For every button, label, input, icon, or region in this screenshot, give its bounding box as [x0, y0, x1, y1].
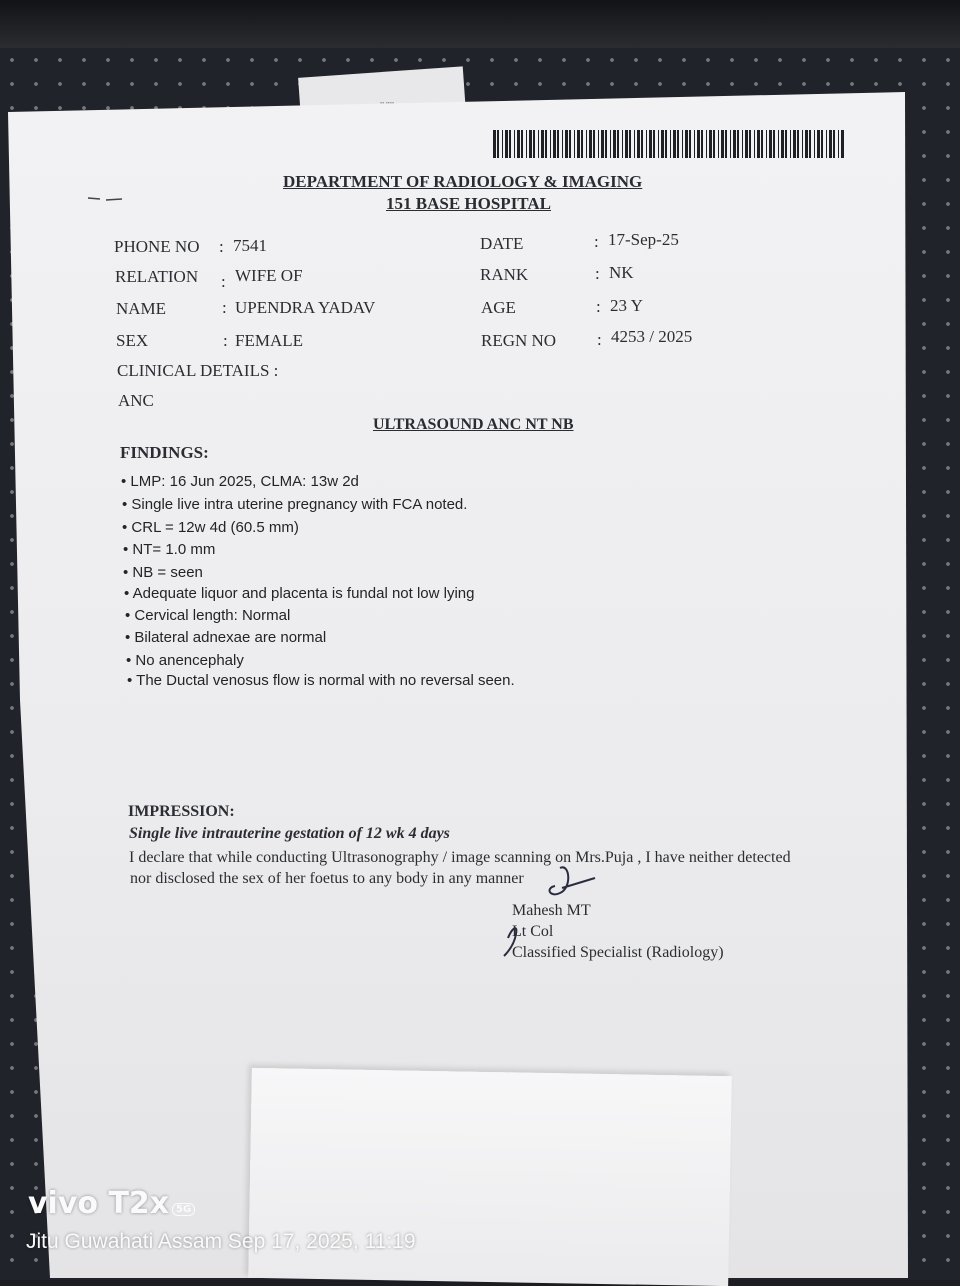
- declaration-line-2: nor disclosed the sex of her foetus to any body in any manner: [130, 870, 524, 887]
- signatory-name: Mahesh MT: [512, 902, 591, 919]
- barcode-bar: [761, 130, 763, 158]
- barcode-bar: [589, 130, 592, 158]
- finding-item: • Cervical length: Normal: [125, 607, 290, 624]
- barcode-bar: [569, 130, 571, 158]
- barcode-bar: [514, 130, 515, 158]
- barcode-bar: [646, 130, 647, 158]
- barcode-bar: [545, 130, 547, 158]
- relation-separator: :: [221, 272, 226, 291]
- barcode-bar: [538, 130, 539, 158]
- barcode-bar: [749, 130, 751, 158]
- clinical-details-label: CLINICAL DETAILS :: [117, 361, 279, 380]
- barcode-bar: [670, 130, 671, 158]
- declaration-line-1: I declare that while conducting Ultrasonography / image scanning on Mrs.Puja , I have neither detected: [129, 849, 791, 866]
- relation-label: RELATION: [115, 267, 199, 286]
- finding-item: • LMP: 16 Jun 2025, CLMA: 13w 2d: [121, 473, 359, 490]
- barcode-bar: [601, 130, 604, 158]
- barcode-bar: [613, 130, 616, 158]
- barcode-bar: [653, 130, 655, 158]
- date-value: 17-Sep-25: [608, 230, 679, 249]
- barcode-bar: [661, 130, 664, 158]
- barcode-bar: [593, 130, 595, 158]
- top-shadow-band: [0, 0, 960, 48]
- barcode-bar: [521, 130, 523, 158]
- barcode-bar: [685, 130, 688, 158]
- finding-item: • NB = seen: [123, 564, 203, 581]
- barcode-bar: [550, 130, 551, 158]
- barcode-bar: [625, 130, 628, 158]
- finding-item: • CRL = 12w 4d (60.5 mm): [122, 519, 299, 536]
- barcode-bar: [733, 130, 736, 158]
- barcode-bar: [790, 130, 791, 158]
- rank-label: RANK: [480, 265, 529, 284]
- barcode-bar: [802, 130, 803, 158]
- barcode-bar: [781, 130, 784, 158]
- barcode-bar: [742, 130, 743, 158]
- finding-item: • Single live intra uterine pregnancy with FCA noted.: [122, 496, 467, 513]
- barcode-bar: [622, 130, 623, 158]
- phone-label: PHONE NO: [114, 237, 200, 256]
- barcode-bar: [778, 130, 779, 158]
- barcode-bar: [718, 130, 719, 158]
- sex-value: FEMALE: [235, 331, 303, 350]
- barcode-bar: [725, 130, 727, 158]
- barcode-bar: [610, 130, 611, 158]
- sex-separator: :: [223, 331, 228, 350]
- barcode-bar: [677, 130, 679, 158]
- barcode-bar: [754, 130, 755, 158]
- clinical-details-value: ANC: [118, 391, 154, 410]
- rank-separator: :: [595, 264, 600, 283]
- barcode-bar: [505, 130, 508, 158]
- barcode-bar: [757, 130, 760, 158]
- finding-item: • Adequate liquor and placenta is fundal not low lying: [124, 585, 475, 602]
- barcode-bar: [713, 130, 715, 158]
- rank-value: NK: [609, 263, 634, 282]
- barcode-bar: [649, 130, 652, 158]
- name-label: NAME: [116, 299, 167, 318]
- sex-label: SEX: [116, 331, 149, 350]
- regn-label: REGN NO: [481, 331, 557, 350]
- barcode-bar: [697, 130, 700, 158]
- regn-value: 4253 / 2025: [611, 327, 693, 346]
- finding-item: • NT= 1.0 mm: [123, 541, 215, 558]
- phone-value: 7541: [233, 236, 267, 255]
- barcode-bar: [730, 130, 731, 158]
- barcode-bar: [769, 130, 772, 158]
- barcode-bar: [821, 130, 823, 158]
- barcode-bar: [562, 130, 563, 158]
- barcode-bar: [709, 130, 712, 158]
- barcode-bar: [838, 130, 839, 158]
- barcode-bar: [598, 130, 599, 158]
- barcode-bar: [497, 130, 499, 158]
- barcode-bar: [817, 130, 820, 158]
- barcode-bar: [529, 130, 532, 158]
- barcode-bar: [605, 130, 607, 158]
- barcode-bar: [574, 130, 575, 158]
- barcode-bar: [541, 130, 544, 158]
- barcode-bar: [617, 130, 619, 158]
- signatory-rank: Lt Col: [512, 923, 554, 940]
- barcode-bar: [509, 130, 511, 158]
- age-label: AGE: [481, 298, 516, 317]
- date-label: DATE: [480, 234, 524, 253]
- findings-heading: FINDINGS:: [120, 443, 209, 462]
- age-value: 23 Y: [610, 296, 643, 315]
- barcode-bar: [581, 130, 583, 158]
- barcode-bar: [745, 130, 748, 158]
- barcode-bar: [773, 130, 775, 158]
- barcode-bar: [586, 130, 587, 158]
- hospital-heading: 151 BASE HOSPITAL: [386, 194, 552, 213]
- network-badge-icon: 5G: [172, 1203, 195, 1216]
- department-heading: DEPARTMENT OF RADIOLOGY & IMAGING: [283, 172, 643, 191]
- date-separator: :: [594, 232, 599, 251]
- impression-heading: IMPRESSION:: [128, 803, 235, 820]
- barcode-bar: [673, 130, 676, 158]
- finding-item: • Bilateral adnexae are normal: [125, 629, 326, 646]
- barcode-bar: [737, 130, 739, 158]
- barcode-image: [493, 130, 848, 160]
- barcode-bar: [814, 130, 815, 158]
- barcode-bar: [793, 130, 796, 158]
- barcode-bar: [502, 130, 503, 158]
- barcode-bar: [809, 130, 811, 158]
- barcode-bar: [797, 130, 799, 158]
- barcode-bar: [641, 130, 643, 158]
- barcode-bar: [634, 130, 635, 158]
- pen-mark-icon: [86, 194, 126, 204]
- name-value: UPENDRA YADAV: [235, 298, 376, 317]
- barcode-bar: [833, 130, 835, 158]
- barcode-bar: [629, 130, 631, 158]
- barcode-bar: [533, 130, 535, 158]
- barcode-bar: [517, 130, 520, 158]
- regn-separator: :: [597, 330, 602, 349]
- barcode-bar: [557, 130, 559, 158]
- back-sheet-tiny-text: •• ••••: [380, 101, 395, 107]
- barcode-bar: [577, 130, 580, 158]
- camera-brand-watermark: vivo T2x: [28, 1186, 170, 1221]
- barcode-bar: [829, 130, 832, 158]
- barcode-bar: [841, 130, 844, 158]
- phone-separator: :: [219, 237, 224, 256]
- barcode-bar: [493, 130, 496, 158]
- barcode-bar: [785, 130, 787, 158]
- barcode-bar: [565, 130, 568, 158]
- barcode-bar: [766, 130, 767, 158]
- barcode-bar: [721, 130, 724, 158]
- barcode-bar: [553, 130, 556, 158]
- signatory-title: Classified Specialist (Radiology): [512, 944, 724, 961]
- name-separator: :: [222, 298, 227, 317]
- finding-item: • The Ductal venosus flow is normal with no reversal seen.: [127, 672, 515, 689]
- relation-value: WIFE OF: [235, 266, 303, 285]
- barcode-bar: [706, 130, 707, 158]
- age-separator: :: [596, 297, 601, 316]
- barcode-bar: [665, 130, 667, 158]
- barcode-bar: [658, 130, 659, 158]
- impression-text: Single live intrauterine gestation of 12 wk 4 days: [129, 825, 450, 842]
- barcode-bar: [805, 130, 808, 158]
- barcode-bar: [689, 130, 691, 158]
- photo-location-timestamp: Jitu Guwahati Assam Sep 17, 2025, 11:19: [26, 1230, 416, 1253]
- finding-item: • No anencephaly: [126, 652, 244, 669]
- barcode-bar: [526, 130, 527, 158]
- barcode-bar: [637, 130, 640, 158]
- barcode-bar: [682, 130, 683, 158]
- study-title: ULTRASOUND ANC NT NB: [373, 416, 574, 433]
- barcode-bar: [694, 130, 695, 158]
- barcode-bar: [701, 130, 703, 158]
- barcode-bar: [826, 130, 827, 158]
